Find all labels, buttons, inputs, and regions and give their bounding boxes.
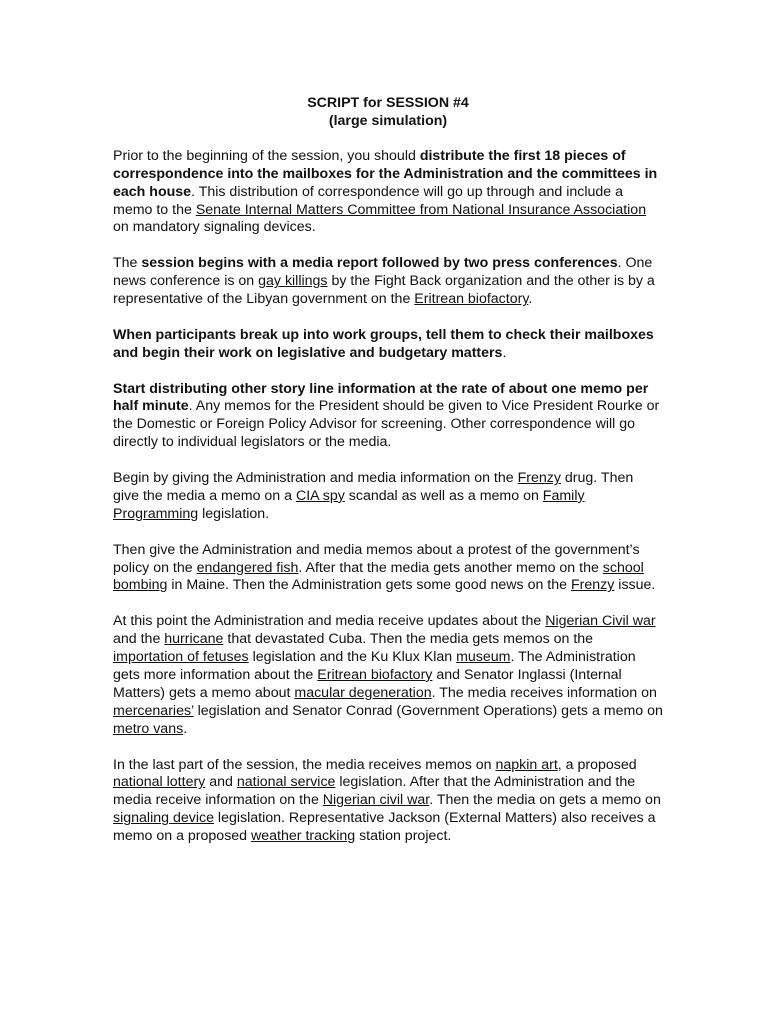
underlined-term: napkin art <box>495 756 558 773</box>
text-run: on mandatory signaling devices. <box>113 219 316 236</box>
text-run: that devastated Cuba. Then the media gets memos on the <box>223 631 594 648</box>
document-subtitle: (large simulation) <box>328 112 448 129</box>
underlined-term: Family Programming <box>113 487 585 522</box>
underlined-term: museum <box>456 649 511 666</box>
paragraph-3 <box>113 327 663 363</box>
paragraph-2 <box>113 255 663 309</box>
underlined-term: Eritrean biofactory <box>414 291 529 308</box>
underlined-term: Eritrean biofactory <box>317 667 433 683</box>
text-run: . This distribution of correspondence will go up through and include a memo to the <box>113 183 623 218</box>
text-run: . After that the media gets another memo on the <box>298 559 603 576</box>
document-page <box>113 95 663 864</box>
text-run: legislation. Representative Jackson (External Matters) also receives a memo on a proposed <box>113 810 656 845</box>
underlined-term: CIA spy <box>295 487 345 504</box>
bold-run: session begins with a media report followed by two press conferences <box>141 255 618 272</box>
text-run: and <box>205 774 237 791</box>
underlined-term: Nigerian civil war <box>322 792 430 809</box>
paragraph-8 <box>113 757 663 847</box>
text-run: . The media receives information on <box>431 684 657 701</box>
bold-run: When participants break up into work groups, tell them to check their mailboxes and begin their work on legislative and budgetary matters <box>113 326 654 361</box>
bold-run: distribute the first 18 pieces of correspondence into the mailboxes for the Administration and the committees in each house <box>113 147 658 200</box>
paragraph-1 <box>113 148 663 238</box>
text-run: legislation. <box>198 505 270 522</box>
text-run: . One news conference is on <box>113 255 653 290</box>
text-run: . Any memos for the President should be given to Vice President Rourke or the Domestic or Foreign Policy Advisor for screening. Other correspondence will go directly to individual legislators or the media. <box>113 398 660 451</box>
text-run: issue. <box>614 577 656 594</box>
underlined-term: school bombing <box>113 559 644 594</box>
underlined-term: importation of fetuses <box>113 649 249 666</box>
text-run: and Senator Inglassi (Internal Matters) gets a memo about <box>113 667 622 701</box>
text-run: legislation. After that the Administration and the media receive information on the <box>113 774 636 809</box>
text-run: scandal as well as a memo on <box>344 487 543 504</box>
underlined-term: macular degeneration <box>294 684 432 701</box>
underlined-term: weather tracking <box>251 828 356 845</box>
text-run: . The Administration gets more information about the <box>113 649 636 683</box>
text-run: Prior to the beginning of the session, you should <box>113 147 420 164</box>
underlined-term: endangered fish <box>196 559 299 576</box>
text-run: The <box>113 255 142 272</box>
title-block <box>113 95 663 131</box>
underlined-term: gay killings <box>258 273 328 290</box>
underlined-term: Nigerian Civil war <box>545 613 656 630</box>
underlined-term: Frenzy <box>517 470 561 487</box>
underlined-term: national lottery <box>113 774 206 791</box>
text-run: In the last part of the session, the media receives memos on <box>113 756 496 773</box>
document-title: SCRIPT for SESSION #4 <box>307 95 469 111</box>
underlined-term: Senate Internal Matters Committee from National Insurance Association <box>195 201 647 218</box>
underlined-term: signaling device <box>113 810 214 827</box>
text-run: legislation and Senator Conrad (Government Operations) gets a memo on <box>193 702 663 719</box>
text-run: . Then the media on gets a memo on <box>429 792 661 809</box>
text-run: . <box>528 291 533 308</box>
paragraph-4 <box>113 381 663 453</box>
text-run: , a proposed <box>557 756 637 773</box>
underlined-term: Frenzy <box>570 577 615 594</box>
underlined-term: hurricane <box>164 631 224 648</box>
bold-run: Start distributing other story line information at the rate of about one memo per half minute <box>113 380 649 415</box>
text-run: Begin by giving the Administration and media information on the <box>113 470 518 487</box>
text-run: . <box>502 344 507 361</box>
text-run: and the <box>113 631 165 648</box>
text-run: legislation and the Ku Klux Klan <box>248 649 457 666</box>
text-run: . <box>183 720 188 737</box>
underlined-term: mercenaries’ <box>113 702 194 719</box>
text-run: Then give the Administration and media memos about a protest of the government’s policy on the <box>113 541 640 576</box>
paragraph-5 <box>113 470 663 524</box>
text-run: by the Fight Back organization and the other is by a representative of the Libyan government on the <box>113 273 655 308</box>
text-run: station project. <box>355 828 452 845</box>
text-run: drug. Then give the media a memo on a <box>113 470 634 504</box>
underlined-term: national service <box>236 774 336 791</box>
text-run: in Maine. Then the Administration gets some good news on the <box>167 577 571 594</box>
paragraph-7 <box>113 613 663 738</box>
text-run: At this point the Administration and media receive updates about the <box>113 613 546 630</box>
paragraph-6 <box>113 542 663 596</box>
underlined-term: metro vans <box>113 720 184 737</box>
